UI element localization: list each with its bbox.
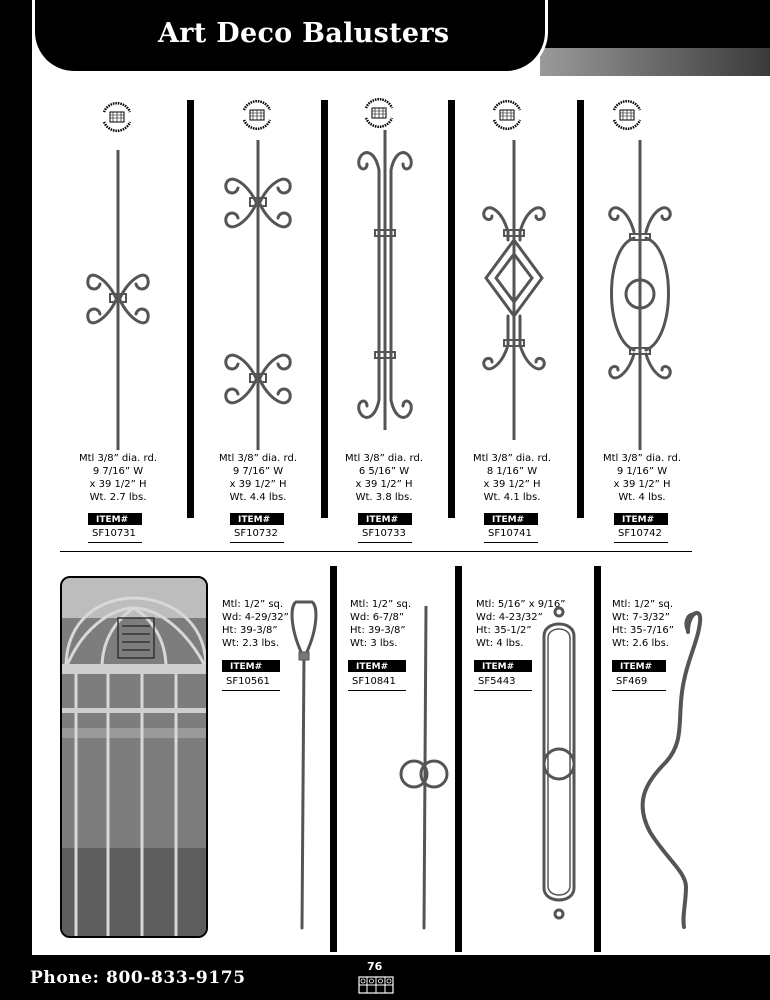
patent-seal-icon: [490, 98, 524, 132]
spec-line: Wd: 4-23/32”: [476, 612, 543, 623]
gate-logo-icon: [358, 976, 394, 994]
spec-line: Wt: 7-3/32”: [612, 612, 670, 623]
divider-bar: [594, 566, 601, 952]
patent-seal-icon: [240, 98, 274, 132]
spec-line: x 39 1/2” H: [483, 479, 541, 490]
item-label: ITEM#: [612, 660, 666, 672]
spec-line: Mtl 3/8” dia. rd.: [78, 453, 158, 464]
spec-line: Mtl: 1/2” sq.: [350, 599, 412, 610]
code-underline: [484, 542, 538, 543]
phone-number: Phone: 800-833-9175: [30, 968, 246, 988]
spec-line: Ht: 39-3/8”: [350, 625, 406, 636]
spec-line: Mtl 3/8” dia. rd.: [218, 453, 298, 464]
spec-line: 9 7/16” W: [232, 466, 284, 477]
item-label: ITEM#: [614, 513, 668, 525]
patent-seal-icon: [100, 100, 134, 134]
spec-line: Wt: 2.3 lbs.: [222, 638, 279, 649]
spec-line: 9 1/16” W: [616, 466, 668, 477]
item-code: SF5443: [478, 676, 516, 687]
item-code: SF10732: [234, 528, 278, 539]
baluster-sf10741-image: [474, 140, 554, 440]
code-underline: [222, 690, 280, 691]
header-gradient: [540, 48, 770, 76]
fence-photo: [60, 576, 208, 938]
page-number: 76: [367, 960, 383, 973]
spec-line: x 39 1/2” H: [89, 479, 147, 490]
spec-block-sf10733: [336, 452, 432, 504]
item-code: SF10731: [92, 528, 136, 539]
code-underline: [474, 690, 532, 691]
divider-bar: [455, 566, 462, 952]
item-code: SF10733: [362, 528, 406, 539]
code-underline: [614, 542, 668, 543]
spec-block-sf10731: [70, 452, 166, 504]
page-title: Art Deco Balusters: [158, 18, 450, 49]
spec-line: Mtl 3/8” dia. rd.: [602, 453, 682, 464]
baluster-sf10841-image: [396, 606, 456, 932]
spec-line: Ht: 39-3/8”: [222, 625, 278, 636]
spec-line: Wt. 4.4 lbs.: [229, 492, 287, 503]
patent-seal-icon: [362, 96, 396, 130]
fence-photo-image: [62, 578, 208, 938]
baluster-sf5443-image: [534, 606, 584, 922]
header-bar: [540, 0, 770, 48]
divider-bar: [330, 566, 337, 952]
item-code: SF10561: [226, 676, 270, 687]
spec-block-sf10732: [210, 452, 306, 504]
spec-line: Mtl: 5/16” x 9/16”: [476, 599, 566, 610]
item-label: ITEM#: [88, 513, 142, 525]
spec-line: Wt. 4.1 lbs.: [483, 492, 541, 503]
spec-line: Mtl 3/8” dia. rd.: [344, 453, 424, 464]
code-underline: [230, 542, 284, 543]
item-label: ITEM#: [358, 513, 412, 525]
divider-bar: [577, 100, 584, 518]
spec-line: x 39 1/2” H: [613, 479, 671, 490]
item-label: ITEM#: [484, 513, 538, 525]
spec-line: Wt: 2.6 lbs.: [612, 638, 669, 649]
spec-line: Wt: 4 lbs.: [476, 638, 524, 649]
baluster-sf10733-image: [345, 130, 425, 430]
spec-line: Ht: 35-7/16”: [612, 625, 674, 636]
spec-line: Wt. 2.7 lbs.: [89, 492, 147, 503]
patent-seal-icon: [610, 98, 644, 132]
spec-line: Mtl 3/8” dia. rd.: [472, 453, 552, 464]
spec-line: Ht: 35-1/2”: [476, 625, 532, 636]
section-divider: [60, 551, 692, 552]
divider-bar: [187, 100, 194, 518]
item-code: SF469: [616, 676, 648, 687]
spec-line: Wt. 4 lbs.: [618, 492, 666, 503]
item-label: ITEM#: [348, 660, 406, 672]
spec-line: 6 5/16” W: [358, 466, 410, 477]
code-underline: [88, 542, 142, 543]
divider-bar: [321, 100, 328, 518]
spec-line: x 39 1/2” H: [355, 479, 413, 490]
spec-line: Wt. 3.8 lbs.: [355, 492, 413, 503]
spec-line: Wd: 4-29/32”: [222, 612, 289, 623]
spec-line: x 39 1/2” H: [229, 479, 287, 490]
spec-block-sf10742: [594, 452, 690, 504]
spec-line: Mtl: 1/2” sq.: [222, 599, 284, 610]
baluster-sf469-image: [626, 602, 706, 932]
divider-bar: [448, 100, 455, 518]
spec-line: Wd: 6-7/8”: [350, 612, 405, 623]
baluster-sf10732-image: [218, 140, 298, 450]
spec-line: 8 1/16” W: [486, 466, 538, 477]
spec-line: 9 7/16” W: [92, 466, 144, 477]
item-label: ITEM#: [230, 513, 284, 525]
item-code: SF10841: [352, 676, 396, 687]
baluster-sf10561-image: [284, 598, 324, 933]
spec-line: Wt: 3 lbs.: [350, 638, 398, 649]
spec-line: Mtl: 1/2” sq.: [612, 599, 674, 610]
item-label: ITEM#: [222, 660, 280, 672]
spec-block-sf10741: [464, 452, 560, 504]
item-label: ITEM#: [474, 660, 532, 672]
item-code: SF10741: [488, 528, 532, 539]
item-code: SF10742: [618, 528, 662, 539]
baluster-sf10742-image: [600, 140, 680, 450]
baluster-sf10731-image: [78, 150, 158, 450]
code-underline: [358, 542, 412, 543]
